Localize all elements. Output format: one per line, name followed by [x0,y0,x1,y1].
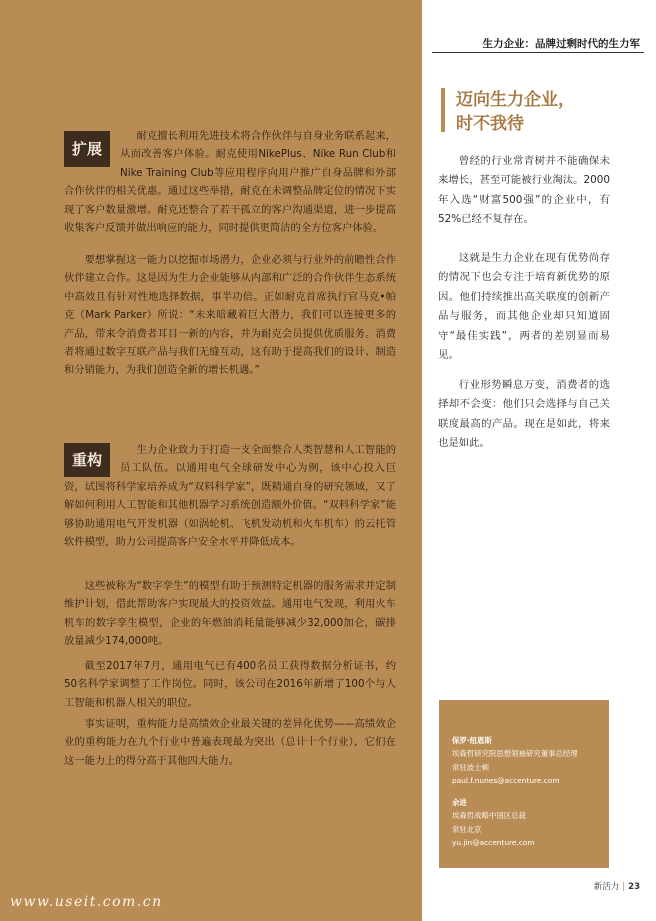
author-location: 常驻北京 [452,824,482,834]
sidebar-paragraph: 行业形势瞬息万变，消费者的选择却不会变：他们只会选择与自己关联度最高的产品。现在是如此，将来也是如此。 [438,379,610,450]
body-paragraph: 要想掌握这一能力以挖掘市场潜力，企业必须与行业外的前瞻性合作伙伴建立合作。这是因为生力企业能够从内部和广泛的合作伙伴生态系统中高效且有针对性地选择数据，事半功倍。正如耐克首席执行官马克•帕克（Mark Parker）所说：“未来暗藏着巨大潜力，我们可以连接更多的产品，带来令消费者耳目一新的内容，并为耐克会员提供优质服务。消费者将通过数字互联产品与我们无缝互动，这有助于提高我们的设计、制造和分销能力，为我们创造全新的增长机遇。” [64,254,396,377]
footer-separator: | [622,882,626,892]
author-email[interactable]: yu.jin@accenture.com [452,838,535,848]
site-watermark: www.useit.com.cn [10,894,163,910]
author-name: 余进 [452,798,467,807]
author-email[interactable]: paul.f.nunes@accenture.com [452,776,560,786]
body-paragraph: 耐克擅长利用先进技术将合作伙伴与自身业务联系起来，从而改善客户体验。耐克使用NikePlus、Nike Run Club和Nike Training Club等应用程序向用户推广自身品牌和外部合作伙伴的相关优惠。通过这些举措，耐克在未调整品牌定位的情况下实现了客户数量激增。耐克还整合了若干孤立的客户沟通渠道，进一步提高收集客户反馈并做出响应的能力，同时提供更简洁的全方位客户体验。 [64,130,396,235]
magazine-name: 新活力 [593,882,620,892]
author-location: 常驻波士顿 [452,762,489,772]
body-paragraph: 截至2017年7月，通用电气已有400名员工获得数据分析证书，约50名科学家调整了工作岗位。同时，该公司在2016年新增了100个与人工智能和机器人相关的职位。 [64,660,396,709]
author-title: 埃森哲战略中国区总裁 [452,811,526,821]
page-footer [540,880,640,892]
sidebar-heading-line2: 时不我待 [456,114,524,134]
sidebar-paragraph: 曾经的行业常青树并不能确保未来增长，甚至可能被行业淘汰。2000年入选“财富500强”的企业中，有52%已经不复存在。 [438,155,610,226]
body-block [64,577,396,651]
author-contact [452,796,602,850]
page-number: 23 [628,882,640,892]
sidebar-paragraph: 这就是生力企业在现有优势尚存的情况下也会专注于培育新优势的原因。他们持续推出高关联度的创新产品与服务，而其他企业却只知道固守“最佳实践”，两者的差别显而易见。 [438,252,610,362]
section-tag-expand: 扩展 [64,131,110,167]
expand-section [64,127,396,237]
body-block [64,715,396,770]
sidebar-heading-line1: 迈向生力企业， [456,90,575,110]
heading-accent-bar [441,88,445,132]
body-block [64,251,396,380]
restructure-section [64,441,396,551]
author-title: 埃森哲研究院思想领袖研究董事总经理 [452,749,578,759]
header-divider [432,52,644,53]
author-contact [452,734,602,788]
body-paragraph: 事实证明，重构能力是高绩效企业最关键的差异化优势——高绩效企业的重构能力在九个行业中普遍表现最为突出（总计十个行业），它们在这一能力上的得分高于其他四大能力。 [64,718,396,767]
author-name: 保罗·纽恩斯 [452,736,492,745]
section-tag-restructure: 重构 [64,443,110,477]
body-paragraph: 生力企业致力于打造一支全面整合人类智慧和人工智能的员工队伍。以通用电气全球研发中心为例，该中心投入巨资，试图将科学家培养成为“双料科学家”，既精通自身的研究领域，又了解如何利用人工智能和其他机器学习系统创造额外价值。“双料科学家”能够协助通用电气开发机器（如涡轮机、飞机发动机和火车机车）的云托管软件模型，助力公司提高客户安全水平并降低成本。 [64,444,396,549]
sidebar-heading [456,88,626,136]
body-block [64,657,396,712]
body-paragraph: 这些被称为“数字孪生”的模型有助于预测特定机器的服务需求并定制维护计划，借此帮助客户实现最大的投资效益。通用电气发现，利用火车机车的数字孪生模型，企业的年燃油消耗量能够减少32,000加仑，碳排放量减少174,000吨。 [64,580,396,648]
page-header-title: 生力企业：品牌过剩时代的生力军 [482,38,640,50]
